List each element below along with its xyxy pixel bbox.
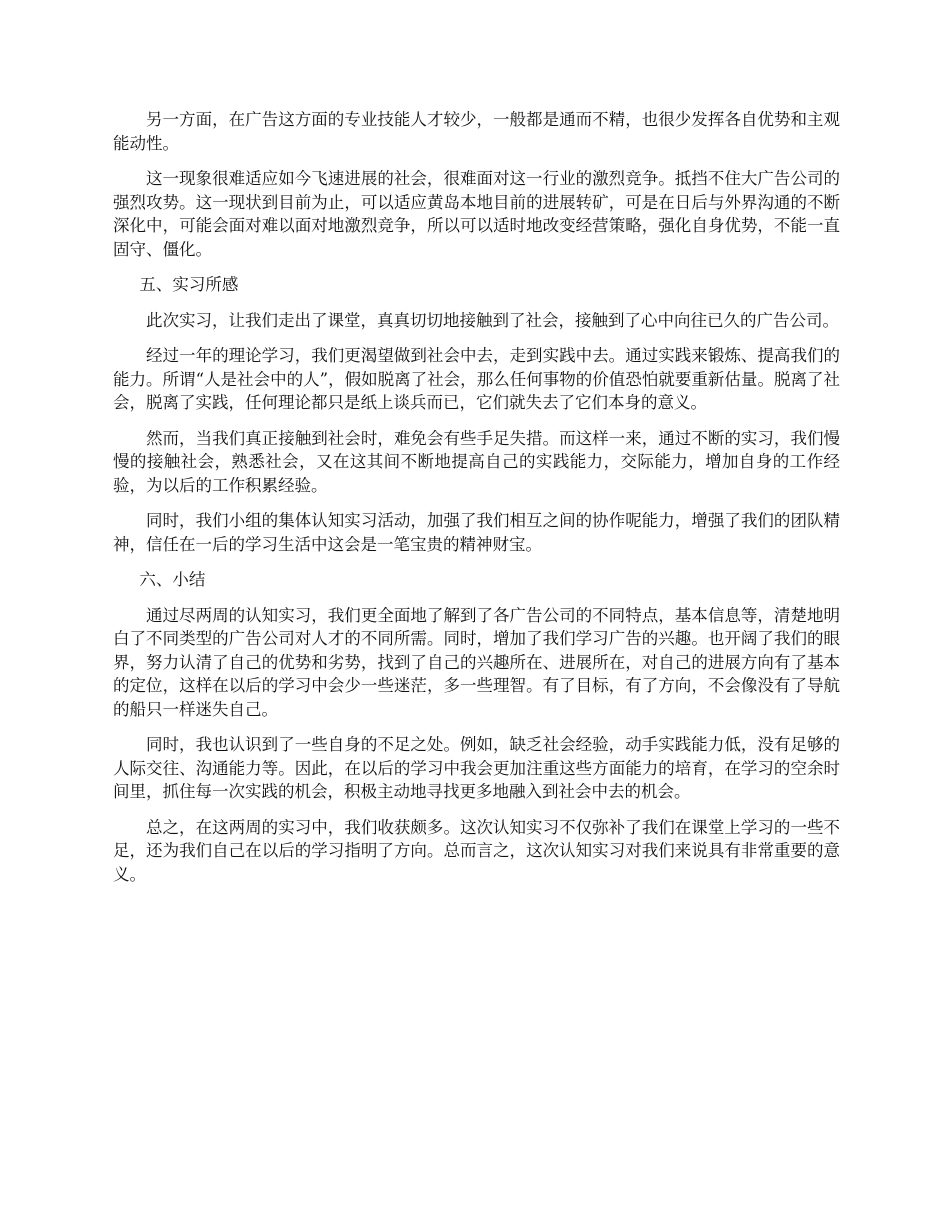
paragraph: 经过一年的理论学习，我们更渴望做到社会中去，走到实践中去。通过实践来锻炼、提高我们的能力。所谓“人是社会中的人”，假如脱离了社会，那么任何事物的价值恐怕就要重新估量。脱离了社会，脱离了实践，任何理论都只是纸上谈兵而已，它们就失去了它们本身的意义。 [113, 346, 840, 412]
paragraph: 通过尽两周的认知实习，我们更全面地了解到了各广告公司的不同特点，基本信息等，清楚地明白了不同类型的广告公司对人才的不同所需。同时，增加了我们学习广告的兴趣。也开阔了我们的眼界，努力认清了自己的优势和劣势，找到了自己的兴趣所在、进展所在，对自己的进展方向有了基本的定位，这样在以后的学习中会少一些迷茫，多一些理智。有了目标，有了方向，不会像没有了导航的船只一样迷失自己。 [113, 605, 840, 719]
paragraph: 总之，在这两周的实习中，我们收获颇多。这次认知实习不仅弥补了我们在课堂上学习的一些不足，还为我们自己在以后的学习指明了方向。总而言之，这次认知实习对我们来说具有非常重要的意义。 [113, 817, 840, 884]
paragraph: 另一方面，在广告这方面的专业技能人才较少，一般都是通而不精，也很少发挥各自优势和主观能动性。 [113, 110, 840, 153]
paragraph: 此次实习，让我们走出了课堂，真真切切地接触到了社会，接触到了心中向往已久的广告公司。 [146, 310, 839, 330]
paragraph: 同时，我也认识到了一些自身的不足之处。例如，缺乏社会经验，动手实践能力低，没有足够的人际交往、沟通能力等。因此，在以后的学习中我会更加注重这些方面能力的培育，在学习的空余时间里，抓住每一次实践的机会，积极主动地寻找更多地融入到社会中去的机会。 [113, 735, 840, 801]
paragraph: 然而，当我们真正接触到社会时，难免会有些手足失措。而这样一来，通过不断的实习，我们慢慢的接触社会，熟悉社会，又在这其间不断地提高自己的实践能力，交际能力，增加自身的工作经验，为以后的工作积累经验。 [113, 428, 840, 495]
section-heading: 五、实习所感 [139, 275, 239, 294]
paragraph: 同时，我们小组的集体认知实习活动，加强了我们相互之间的协作呢能力，增强了我们的团队精神，信任在一后的学习生活中这会是一笔宝贵的精神财宝。 [113, 511, 840, 554]
paragraph: 这一现象很难适应如今飞速进展的社会，很难面对这一行业的激烈竞争。抵挡不住大广告公司的强烈攻势。这一现状到目前为止，可以适应黄岛本地目前的进展转矿，可是在日后与外界沟通的不断深化中，可能会面对难以面对地激烈竞争，所以可以适时地改变经营策略，强化自身优势，不能一直固守、僵化。 [113, 169, 840, 259]
document-page [113, 108, 840, 898]
section-heading: 六、小结 [139, 570, 206, 589]
